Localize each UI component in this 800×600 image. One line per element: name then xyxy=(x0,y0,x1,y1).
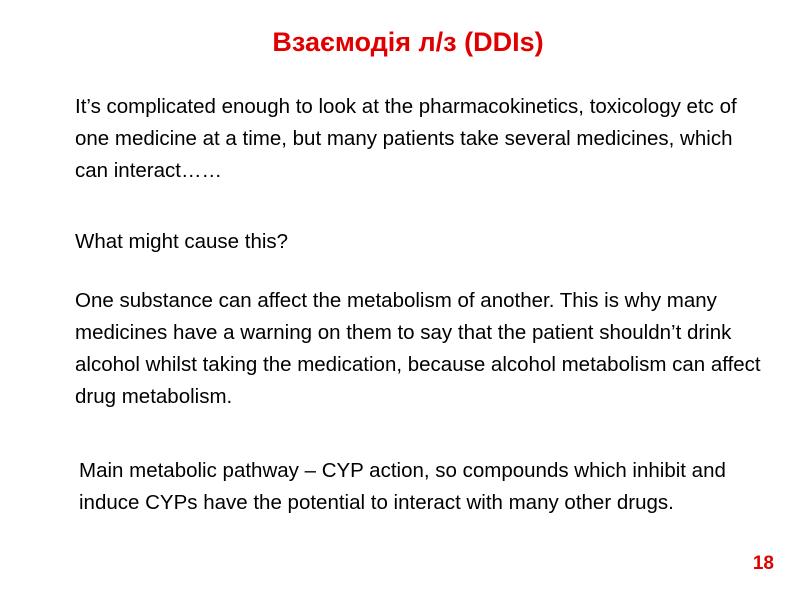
paragraph-intro: It’s complicated enough to look at the pharmacokinetics, toxicology etc of one medicine at a time, but many patients take several medicines, which can interact…… xyxy=(75,95,737,182)
paragraph-cyp-pathway: Main metabolic pathway – CYP action, so compounds which inhibit and induce CYPs have the potential to interact with many other drugs. xyxy=(79,459,726,514)
paragraph-question: What might cause this? xyxy=(75,230,289,253)
slide-title: Взаємодія л/з (DDIs) xyxy=(272,27,544,57)
page-number: 18 xyxy=(752,553,774,574)
paragraph-metabolism: One substance can affect the metabolism of another. This is why many medicines have a warning on them to say that the patient shouldn’t drink alcohol whilst taking the medication, because alcohol metabolism can affect drug metabolism. xyxy=(75,289,761,408)
